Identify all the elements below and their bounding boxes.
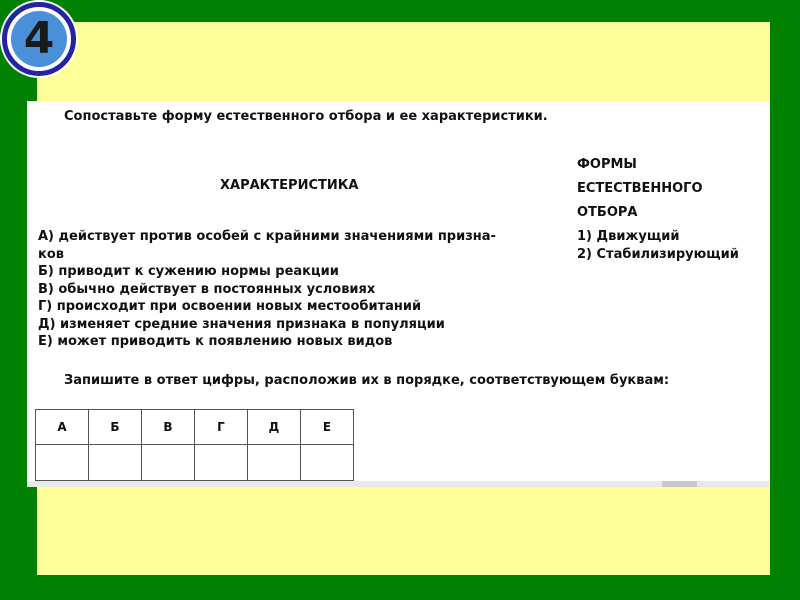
answer-table: [35, 409, 354, 481]
slide-number: 4: [23, 13, 55, 64]
characteristic-item-b: Б) приводит к сужению нормы реакции: [38, 264, 339, 279]
answer-letters-row: [36, 410, 354, 445]
answer-letter: А: [36, 410, 89, 445]
answer-cell-g[interactable]: [195, 445, 248, 481]
answer-letter: Б: [89, 410, 142, 445]
task-document: [27, 101, 769, 484]
badge-circle: [11, 11, 67, 67]
horizontal-scrollbar[interactable]: [27, 481, 769, 487]
forms-header-line: ФОРМЫ: [577, 157, 637, 172]
characteristic-item-e: Е) может приводить к появлению новых видов: [38, 334, 393, 349]
answer-cell-b[interactable]: [89, 445, 142, 481]
task-title: Сопоставьте форму естественного отбора и ее характеристики.: [64, 109, 548, 124]
answer-letter: Г: [195, 410, 248, 445]
answer-cell-e[interactable]: [301, 445, 354, 481]
characteristic-item-v: В) обычно действует в постоянных условиях: [38, 281, 376, 297]
answer-instruction: Запишите в ответ цифры, расположив их в порядке, соответствующем буквам:: [64, 373, 670, 388]
forms-header: [577, 153, 703, 225]
characteristics-list: [38, 228, 496, 351]
scrollbar-thumb[interactable]: [662, 481, 697, 487]
answer-inputs-row: [36, 445, 354, 481]
answer-cell-d[interactable]: [248, 445, 301, 481]
answer-letter: В: [142, 410, 195, 445]
form-item-1: 1) Движущий: [577, 229, 680, 244]
forms-header-line: ЕСТЕСТВЕННОГО: [577, 181, 703, 196]
answer-letter: Е: [301, 410, 354, 445]
characteristic-item-g: Г) происходит при освоении новых местообитаний: [38, 299, 422, 314]
characteristic-item-d: Д) изменяет средние значения признака в популяции: [38, 316, 445, 332]
forms-header-line: ОТБОРА: [577, 205, 638, 220]
characteristic-item-a-cont: ков: [38, 246, 64, 262]
forms-list: [577, 228, 739, 263]
form-item-2: 2) Стабилизирующий: [577, 246, 739, 262]
slide-number-badge: [2, 2, 76, 76]
answer-cell-a[interactable]: [36, 445, 89, 481]
answer-cell-v[interactable]: [142, 445, 195, 481]
characteristics-header: ХАРАКТЕРИСТИКА: [220, 178, 359, 193]
characteristic-item-a: А) действует против особей с крайними значениями призна-: [38, 229, 496, 244]
answer-letter: Д: [248, 410, 301, 445]
